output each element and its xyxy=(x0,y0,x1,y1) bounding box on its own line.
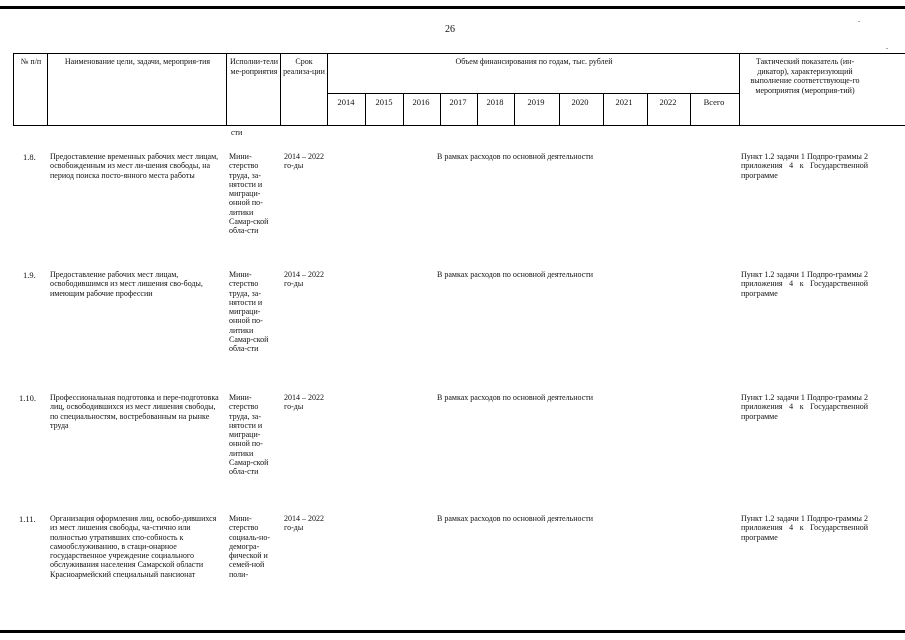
row-executor: Мини-стерство труда, за-нятости и миграци-онной по-литики Самар-ской обла-сти xyxy=(229,152,269,236)
header-year: 2017 xyxy=(449,97,467,107)
bottom-rule xyxy=(0,630,905,633)
scan-speck: . xyxy=(858,15,860,24)
header-year: 2022 xyxy=(659,97,677,107)
row-name: Организация оформления лиц, освобо-дившихся из мест лишения свободы, ча-стично или полностью утративших спо-собность к самообслуживанию, в стаци-онарное государственное учреждение социального обслуживания населения Самарской области Красноармейский специальный пансионат xyxy=(50,514,217,579)
header-year: 2015 xyxy=(375,97,393,107)
row-indicator: Пункт 1.2 задачи 1 Подпро-граммы 2 приложения 4 к Государственной программе xyxy=(741,270,868,298)
row-executor: Мини-стерство труда, за-нятости и миграци-онной по-литики Самар-ской обла-сти xyxy=(229,270,269,354)
row-indicator: Пункт 1.2 задачи 1 Подпро-граммы 2 приложения 4 к Государственной программе xyxy=(741,393,868,421)
header-num: № п/п xyxy=(20,57,42,66)
row-name: Предоставление рабочих мест лицам, освободившимся из мест лишения сво-боды, имеющим рабочие профессии xyxy=(50,270,203,298)
header-year: 2018 xyxy=(486,97,504,107)
row-executor: Мини-стерство социаль-но-демогра-фической и семей-ной поли- xyxy=(229,514,270,579)
row-indicator: Пункт 1.2 задачи 1 Подпро-граммы 2 приложения 4 к Государственной программе xyxy=(741,152,868,180)
header-total: Всего xyxy=(703,97,725,107)
row-term: 2014 – 2022 го-ды xyxy=(284,514,324,533)
header-executor: Исполни-тели ме-роприятия xyxy=(229,57,279,76)
header-year: 2016 xyxy=(412,97,430,107)
row-term: 2014 – 2022 го-ды xyxy=(284,393,324,412)
row-funding: В рамках расходов по основной деятельности xyxy=(437,152,594,161)
carryover-text: сти xyxy=(231,128,243,137)
row-funding: В рамках расходов по основной деятельности xyxy=(437,393,594,402)
header-name: Наименование цели, задачи, мероприя-тия xyxy=(64,57,211,66)
header-indicator: Тактический показатель (ин-дикатор), характеризующий выполнение соответствующе-го мероприятия (мероприя-тий) xyxy=(750,57,860,95)
page-number: 26 xyxy=(445,24,455,35)
scan-speck: . xyxy=(886,42,888,51)
top-rule xyxy=(0,6,905,9)
row-number: 1.10. xyxy=(19,393,36,403)
row-name: Предоставление временных рабочих мест лицам, освобожденным из мест ли-шения свободы, на период поиска посто-янного места работы xyxy=(50,152,219,180)
row-funding: В рамках расходов по основной деятельности xyxy=(437,270,594,279)
row-number: 1.11. xyxy=(19,514,36,524)
header-year: 2014 xyxy=(337,97,355,107)
header-year: 2021 xyxy=(615,97,633,107)
header-funding: Объем финансирования по годам, тыс. рублей xyxy=(455,57,613,66)
header-year: 2019 xyxy=(527,97,545,107)
row-number: 1.9. xyxy=(23,270,36,280)
row-term: 2014 – 2022 го-ды xyxy=(284,152,324,171)
row-name: Профессиональная подготовка и пере-подготовка лиц, освободившихся из мест лишения свободы, по специальностям, востребованным на рынке труда xyxy=(50,393,219,430)
row-funding: В рамках расходов по основной деятельности xyxy=(437,514,594,523)
row-number: 1.8. xyxy=(23,152,36,162)
row-executor: Мини-стерство труда, за-нятости и миграци-онной по-литики Самар-ской обла-сти xyxy=(229,393,269,477)
row-term: 2014 – 2022 го-ды xyxy=(284,270,324,289)
header-year: 2020 xyxy=(571,97,589,107)
row-indicator: Пункт 1.2 задачи 1 Подпро-граммы 2 приложения 4 к Государственной программе xyxy=(741,514,868,542)
header-term: Срок реализа-ции xyxy=(283,57,325,76)
